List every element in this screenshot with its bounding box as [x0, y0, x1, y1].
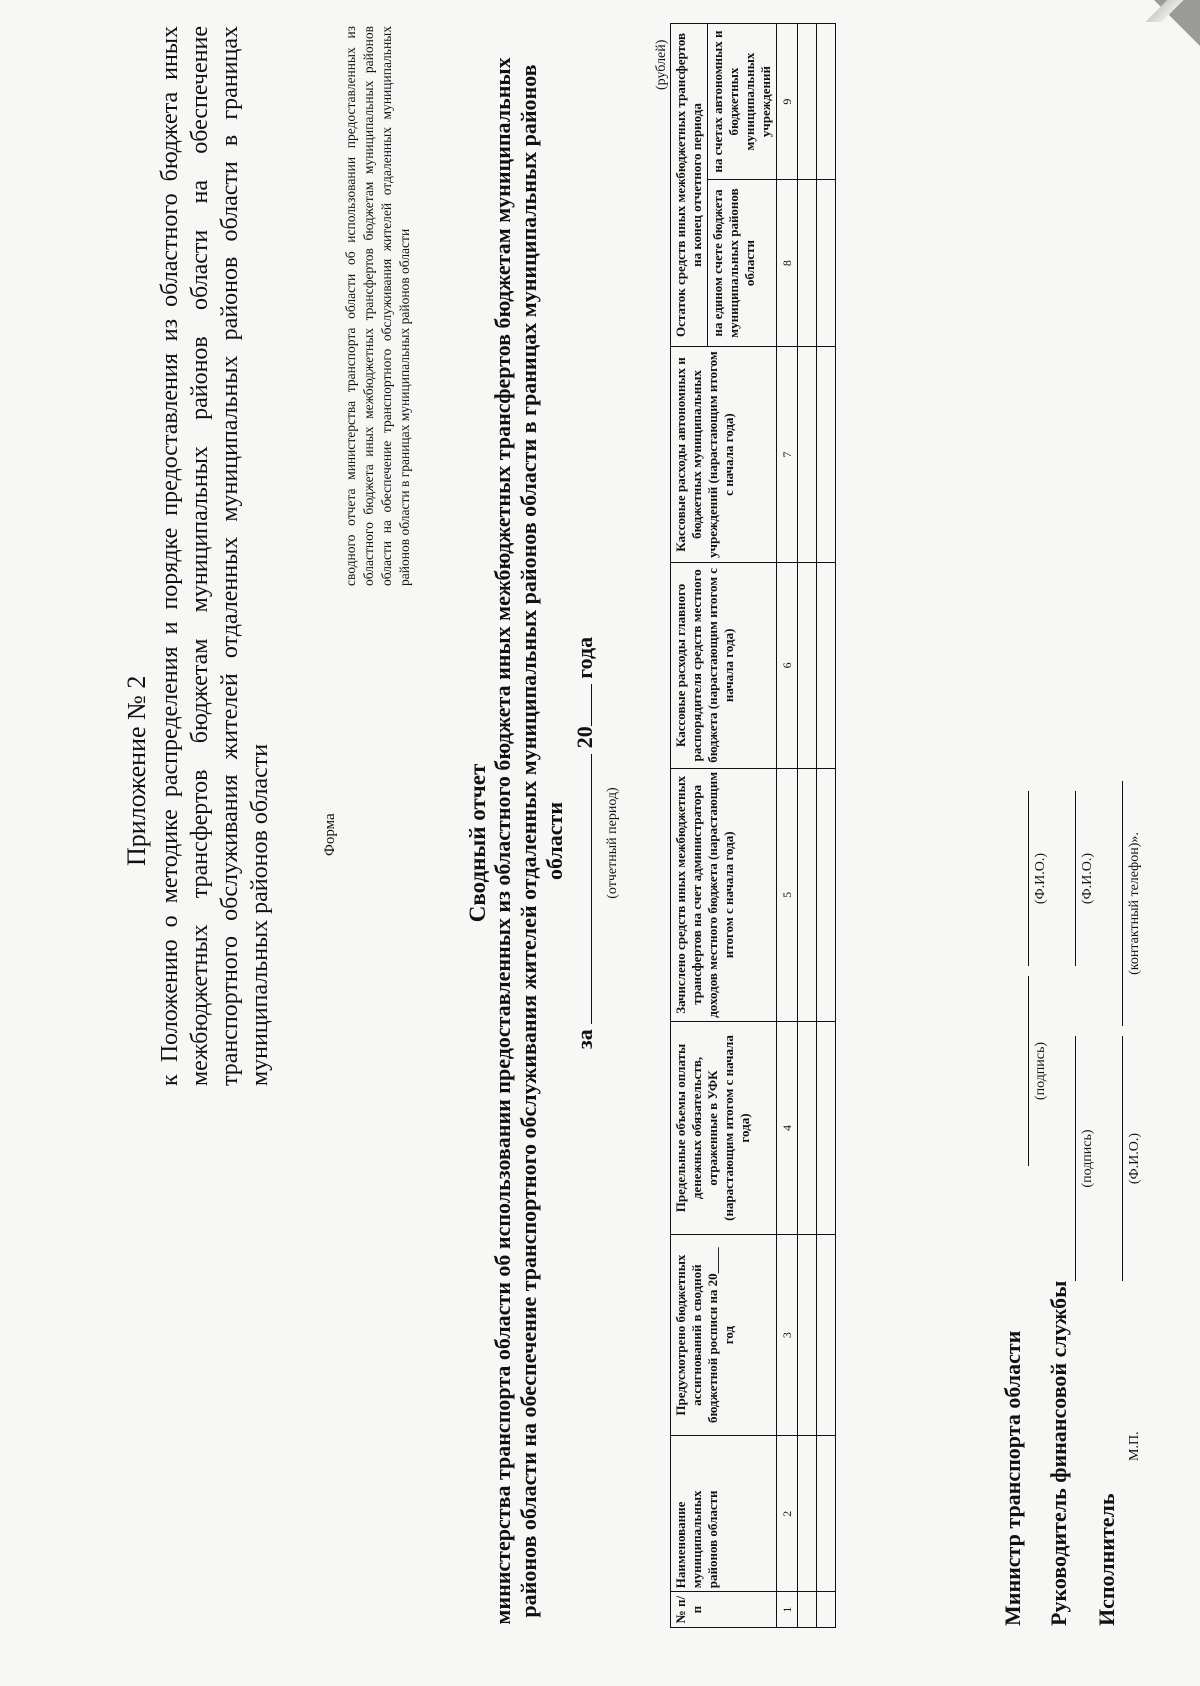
column-number: 6: [777, 563, 798, 769]
header-credited-funds: Зачислено средств иных межбюджетных трансфертов на счет администратора доходов местного бюджета (нарастающим итогом с начала года): [671, 768, 777, 1021]
executor-phone-caption: (контактный телефон)».: [1127, 832, 1142, 975]
minister-signature-caption: (подпись): [1033, 1041, 1048, 1101]
executor-phone-line: [1122, 781, 1123, 1026]
period-blank: [591, 754, 592, 1024]
table-empty-row: [798, 24, 817, 1628]
stamp-label: М.П.: [1127, 1431, 1142, 1461]
finance-fio-line: [1075, 791, 1076, 966]
minister-signature-line: [1028, 976, 1029, 1166]
executor-label: Исполнитель: [1094, 1493, 1119, 1626]
minister-fio-line: [1028, 791, 1029, 966]
period-year-prefix: 20: [572, 726, 597, 749]
header-single-account: на едином счете бюджета муниципальных районов области: [708, 180, 777, 347]
column-number: 8: [777, 180, 798, 347]
report-period: [572, 0, 598, 1686]
column-numbers-row: [777, 24, 798, 1628]
header-district-name: Наименование муниципальных районов области: [671, 1436, 777, 1592]
header-budget-allocations: Предусмотрено бюджетных ассигнований в сводной бюджетной росписи на 20____ год: [671, 1235, 777, 1436]
form-label: Форма: [322, 813, 338, 856]
finance-head-label: Руководитель финансовой службы: [1046, 1280, 1071, 1626]
column-number: 3: [777, 1235, 798, 1436]
column-number: 9: [777, 24, 798, 180]
table-header-row: [671, 24, 708, 1628]
column-number: 2: [777, 1436, 798, 1592]
executor-fio-line: [1122, 1036, 1123, 1281]
column-number: 5: [777, 768, 798, 1021]
year-blank: [591, 684, 592, 726]
finance-signature-caption: (подпись): [1080, 1129, 1095, 1188]
report-table: [670, 23, 836, 1628]
appendix-text: к Положению о методике распределения и порядке предоставления из областного бюджета иных межбюджетных трансфертов бюджетам муниципальных районов области на обеспечение транспортного обслуживания жителей отдаленных муниципальных районов области в границах муниципальных районов области: [157, 26, 273, 1086]
executor-fio-caption: (Ф.И.О.): [1127, 1132, 1142, 1185]
column-number: 7: [777, 347, 798, 563]
header-cash-expenses-institutions: Кассовые расходы автономных и бюджетных муниципальных учреждений (нарастающим итогом с начала года): [671, 347, 777, 563]
header-remaining-funds: Остаток средств иных межбюджетных трансфертов на конец отчетного периода: [671, 24, 708, 347]
header-payment-limits: Предельные объемы оплаты денежных обязательств, отраженные в УФК (нарастающим итогом с начала года): [671, 1021, 777, 1234]
form-description: сводного отчета министерства транспорта области об использовании предоставленных из областного бюджета иных межбюджетных трансфертов бюджетам муниципальных районов области на обеспечение транспортного обслуживания жителей отдаленных муниципальных районов области в границах муниципальных районов области: [343, 26, 412, 586]
period-caption: (отчетный период): [605, 787, 620, 899]
table-empty-row: [817, 24, 836, 1628]
header-cash-expenses-manager: Кассовые расходы главного распорядителя средств местного бюджета (нарастающим итогом с начала года): [671, 563, 777, 769]
report-title: Сводный отчет: [465, 763, 490, 923]
minister-label: Министр транспорта области: [1000, 1330, 1025, 1626]
header-institution-accounts: на счетах автономных и бюджетных муниципальных учреждений: [708, 24, 777, 180]
currency-label: (рублей): [654, 39, 669, 90]
column-number: 4: [777, 1021, 798, 1234]
period-year-suffix: года: [572, 636, 597, 679]
finance-fio-caption: (Ф.И.О.): [1080, 852, 1095, 905]
report-subtitle: министерства транспорта области об использовании предоставленных из областного бюджета иных межбюджетных трансфертов бюджетам муниципальных районов области на обеспечение транспортного обслуживания жителей отдаленных муниципальных районов области в границах муниципальных районов области: [490, 57, 567, 1625]
header-number: № п/п: [671, 1592, 777, 1628]
minister-fio-caption: (Ф.И.О.): [1033, 852, 1048, 905]
column-number: 1: [777, 1592, 798, 1628]
period-for: за: [572, 1029, 597, 1050]
finance-signature-line: [1075, 1036, 1076, 1281]
appendix-title: Приложение № 2: [122, 675, 151, 866]
